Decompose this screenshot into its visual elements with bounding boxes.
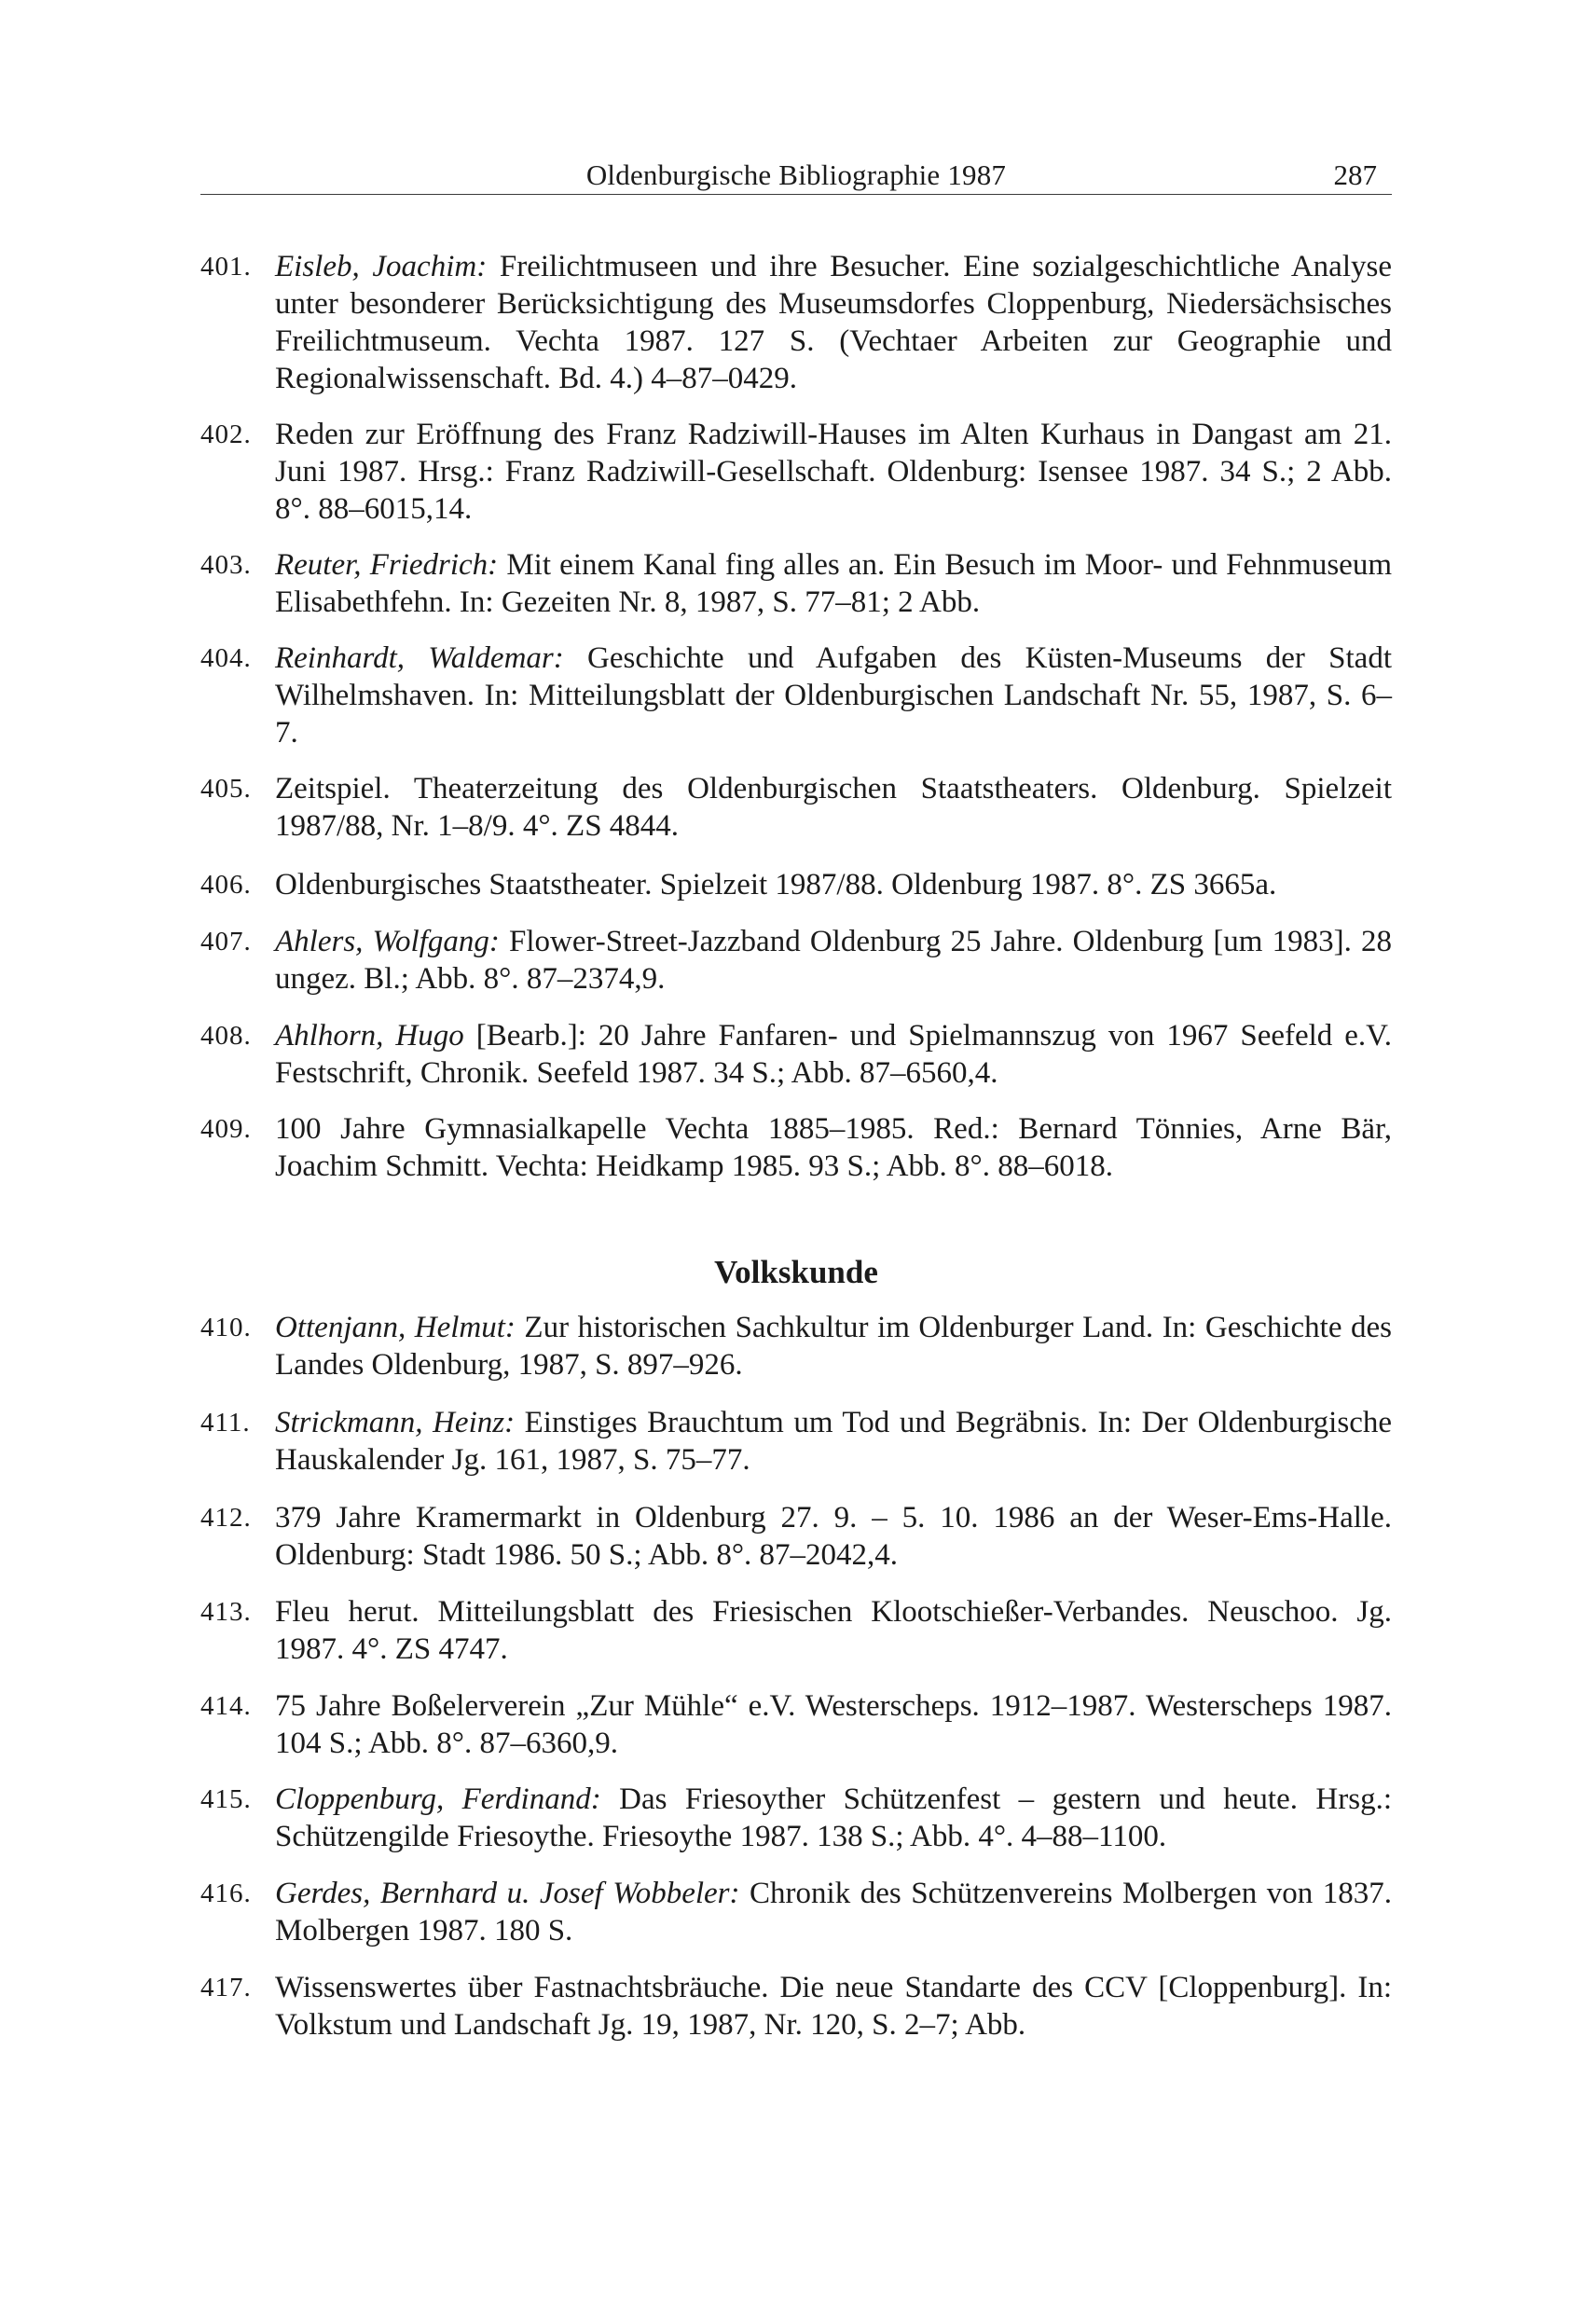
entry-body: 75 Jahre Boßelerverein „Zur Mühle“ e.V. Westerscheps. 1912–1987. Westerscheps 1987. 104 S.; Abb. 8°. 87–6360,9. [275, 1689, 1392, 1760]
entry-body: Freilichtmuseen und ihre Besucher. Eine sozialgeschichtliche Analyse unter besonderer Berücksichtigung des Museumsdorfes Cloppenburg, Niedersächsisches Freilichtmuseum. Vechta 1987. 127 S. (Vechtaer Arbeiten zur Geographie und Regionalwissenschaft. Bd. 4.) 4–87–0429. [275, 250, 1392, 395]
entry-body: Chronik des Schützenvereins Molbergen von 1837. Molbergen 1987. 180 S. [275, 1877, 1392, 1947]
bibliography-entry-414 [200, 1687, 1392, 1762]
entry-number: 410. [200, 1313, 252, 1342]
entry-number: 403. [200, 550, 252, 580]
entry-text [275, 1110, 1392, 1185]
entry-text [275, 866, 1392, 903]
entry-text [275, 546, 1392, 621]
entry-author: Cloppenburg, Ferdinand: [275, 1782, 601, 1816]
entry-body: Fleu herut. Mitteilungsblatt des Friesischen Klootschießer-Verbandes. Neuschoo. Jg. 1987. 4°. ZS 4747. [275, 1595, 1392, 1666]
entry-body: Zur historischen Sachkultur im Oldenburger Land. In: Geschichte des Landes Oldenburg, 1987, S. 897–926. [275, 1311, 1392, 1382]
bibliography-entry-407 [200, 923, 1392, 998]
bibliography-entry-415 [200, 1781, 1392, 1855]
entry-author: Eisleb, Joachim: [275, 250, 488, 283]
entry-text [275, 1593, 1392, 1668]
bibliography-entry-405 [200, 770, 1392, 845]
bibliography-entry-416 [200, 1875, 1392, 1949]
entry-body: Wissenswertes über Fastnachtsbräuche. Die neue Standarte des CCV [Cloppenburg]. In: Volkstum und Landschaft Jg. 19, 1987, Nr. 120, S. 2–7; Abb. [275, 1971, 1392, 2042]
entry-number: 412. [200, 1503, 252, 1533]
bibliography-entry-411 [200, 1404, 1392, 1479]
entry-text [275, 1875, 1392, 1949]
entry-author: Strickmann, Heinz: [275, 1406, 516, 1439]
entry-text [275, 1309, 1392, 1383]
entry-number: 408. [200, 1021, 252, 1051]
entry-number: 416. [200, 1878, 252, 1908]
entry-body: [Bearb.]: 20 Jahre Fanfaren- und Spielmannszug von 1967 Seefeld e.V. Festschrift, Chronik. Seefeld 1987. 34 S.; Abb. 87–6560,4. [275, 1019, 1393, 1090]
entry-text [275, 770, 1392, 845]
running-title: Oldenburgische Bibliographie 1987 [585, 158, 1007, 191]
entry-body: Das Friesoyther Schützenfest – gestern und heute. Hrsg.: Schützengilde Friesoythe. Friesoythe 1987. 138 S.; Abb. 4°. 4–88–1100. [275, 1782, 1392, 1853]
entry-body: Reden zur Eröffnung des Franz Radziwill-Hauses im Alten Kurhaus in Dangast am 21. Juni 1987. Hrsg.: Franz Radziwill-Gesellschaft. Oldenburg: Isensee 1987. 34 S.; 2 Abb. 8°. 88–6015,14. [275, 418, 1392, 526]
page-number: 287 [1333, 158, 1377, 191]
bibliography-entry-409 [200, 1110, 1392, 1185]
running-header [200, 147, 1392, 195]
entry-text [275, 1687, 1392, 1762]
entry-text [275, 1499, 1392, 1574]
entry-number: 414. [200, 1691, 252, 1721]
bibliography-entry-402 [200, 416, 1392, 528]
entry-body: Geschichte und Aufgaben des Küsten-Museums der Stadt Wilhelmshaven. In: Mitteilungsblatt der Oldenburgischen Landschaft Nr. 55, 1987, S. 6–7. [275, 641, 1392, 750]
entry-body: Flower-Street-Jazzband Oldenburg 25 Jahre. Oldenburg [um 1983]. 28 ungez. Bl.; Abb. 8°. 87–2374,9. [275, 925, 1392, 996]
entry-number: 409. [200, 1114, 252, 1144]
entry-text [275, 416, 1392, 528]
bibliography-entry-412 [200, 1499, 1392, 1574]
entry-body: Einstiges Brauchtum um Tod und Begräbnis. In: Der Oldenburgische Hauskalender Jg. 161, 1987, S. 75–77. [275, 1406, 1392, 1477]
entry-body: Zeitspiel. Theaterzeitung des Oldenburgischen Staatstheaters. Oldenburg. Spielzeit 1987/88, Nr. 1–8/9. 4°. ZS 4844. [275, 772, 1392, 843]
entry-body: 379 Jahre Kramermarkt in Oldenburg 27. 9. – 5. 10. 1986 an der Weser-Ems-Halle. Oldenburg: Stadt 1986. 50 S.; Abb. 8°. 87–2042,4. [275, 1501, 1392, 1572]
entry-text [275, 1404, 1392, 1479]
entry-author: Reinhardt, Waldemar: [275, 641, 564, 675]
entry-body: 100 Jahre Gymnasialkapelle Vechta 1885–1985. Red.: Bernard Tönnies, Arne Bär, Joachim Schmitt. Vechta: Heidkamp 1985. 93 S.; Abb. 8°. 88–6018. [275, 1112, 1392, 1183]
entry-text [275, 1017, 1392, 1092]
bibliography-entry-404 [200, 640, 1392, 751]
entry-number: 411. [200, 1408, 251, 1438]
entry-text [275, 1969, 1392, 2044]
bibliography-entry-410 [200, 1309, 1392, 1383]
entry-number: 406. [200, 870, 252, 900]
entry-author: Gerdes, Bernhard u. Josef Wobbeler: [275, 1877, 740, 1910]
entry-text [275, 1781, 1392, 1855]
entry-text [275, 923, 1392, 998]
bibliography-entry-403 [200, 546, 1392, 621]
bibliography-entry-401 [200, 248, 1392, 397]
entry-author: Ahlhorn, Hugo [275, 1019, 464, 1053]
entry-text [275, 248, 1392, 397]
bibliography-entry-408 [200, 1017, 1392, 1092]
entry-number: 402. [200, 420, 252, 449]
entry-number: 413. [200, 1597, 252, 1627]
bibliography-entry-406 [200, 866, 1392, 903]
entry-author: Ottenjann, Helmut: [275, 1311, 516, 1344]
entry-text [275, 640, 1392, 751]
entry-number: 415. [200, 1784, 252, 1814]
entry-number: 405. [200, 774, 252, 804]
entry-author: Reuter, Friedrich: [275, 548, 499, 582]
entry-number: 407. [200, 927, 252, 956]
entry-number: 417. [200, 1973, 252, 2002]
entry-author: Ahlers, Wolfgang: [275, 925, 500, 958]
entry-number: 401. [200, 252, 252, 282]
entry-body: Oldenburgisches Staatstheater. Spielzeit 1987/88. Oldenburg 1987. 8°. ZS 3665a. [275, 868, 1277, 901]
section-heading: Volkskunde [714, 1254, 878, 1290]
bibliography-entry-417 [200, 1969, 1392, 2044]
entry-body: Mit einem Kanal fing alles an. Ein Besuch im Moor- und Fehnmuseum Elisabethfehn. In: Gezeiten Nr. 8, 1987, S. 77–81; 2 Abb. [275, 548, 1392, 619]
entry-number: 404. [200, 643, 252, 673]
bibliography-entry-413 [200, 1593, 1392, 1668]
